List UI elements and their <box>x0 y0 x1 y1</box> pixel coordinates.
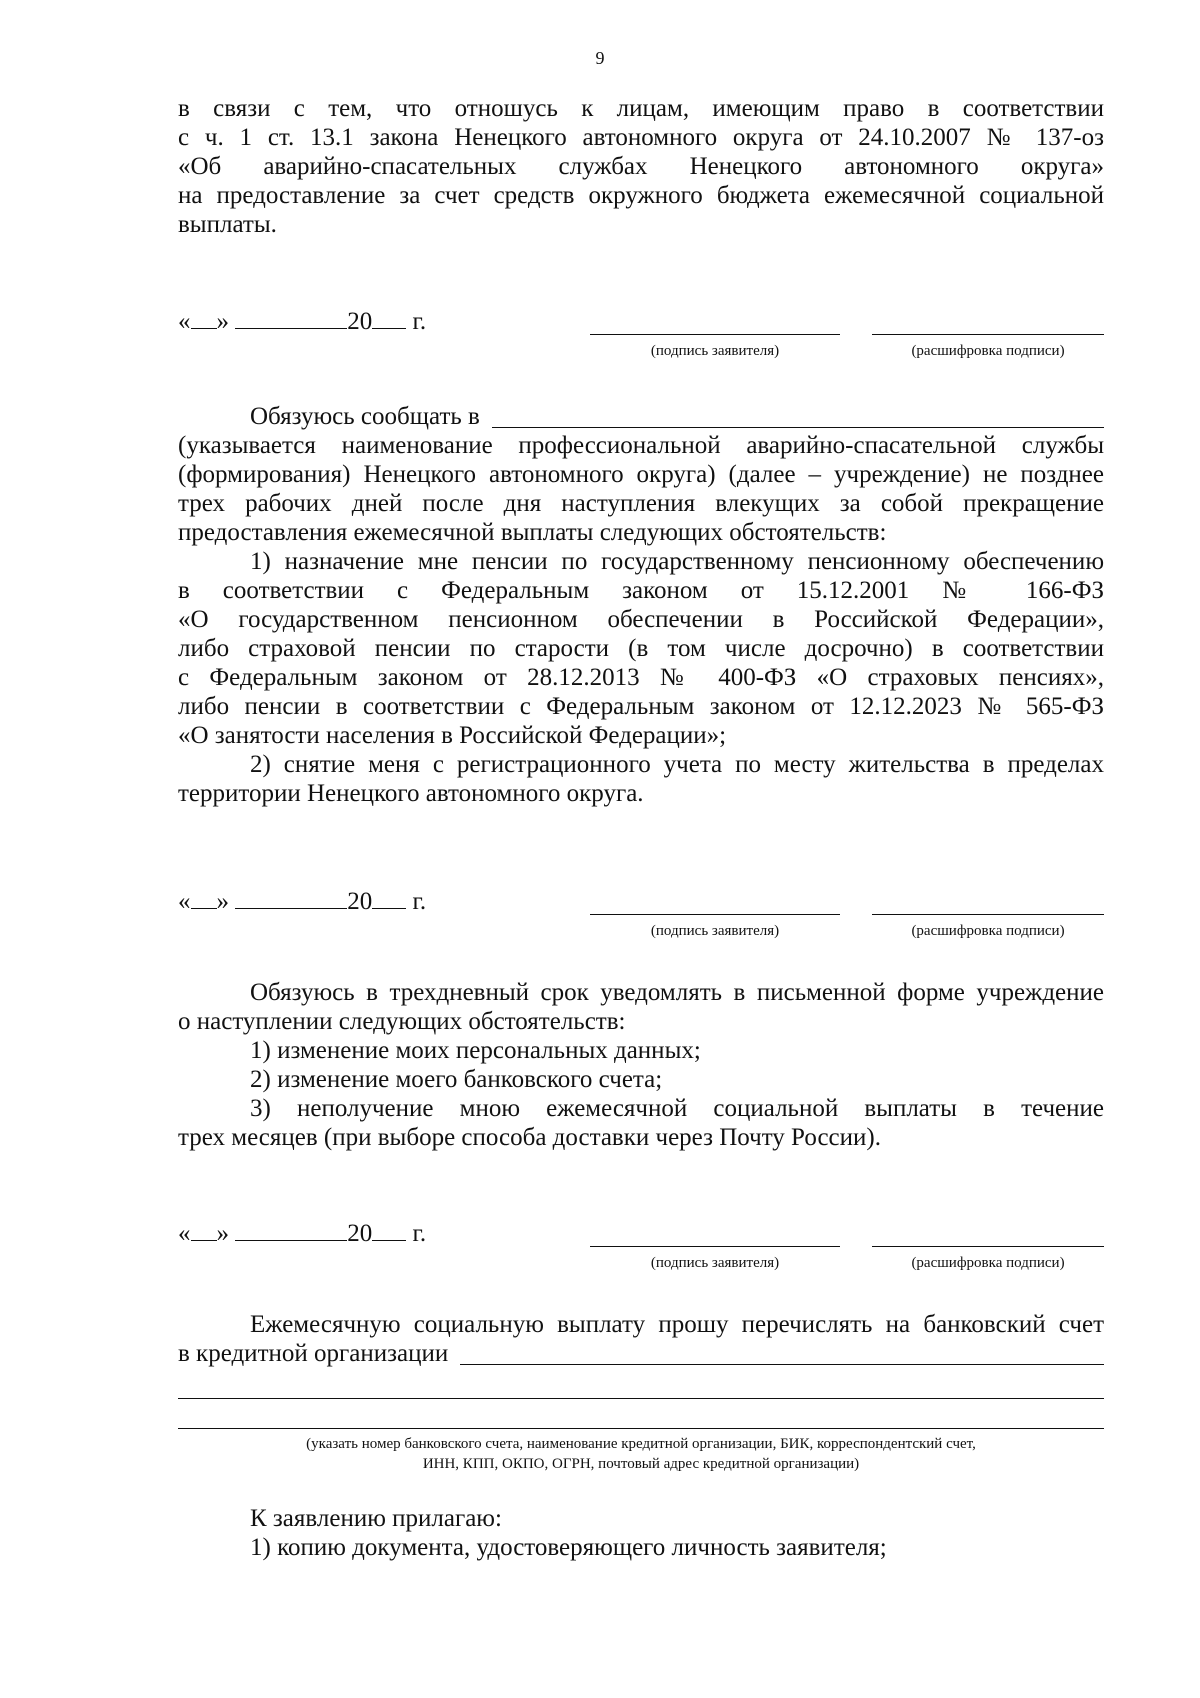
day-blank[interactable] <box>191 886 217 909</box>
bank-name-line: в кредитной организации <box>178 1339 1104 1368</box>
list-item-line: либо пенсии в соответствии с Федеральным законом от 12.12.2023 № 565-ФЗ <box>178 693 1104 720</box>
signature-block-1 <box>178 306 1104 366</box>
list-item: 2) изменение моего банковского счета; <box>250 1066 663 1093</box>
intro-line: на предоставление за счет средств окружного бюджета ежемесячной социальной <box>178 182 1104 209</box>
list-item-line: территории Ненецкого автономного округа. <box>178 780 644 807</box>
signature-line[interactable] <box>590 1246 840 1247</box>
note-line: (указать номер банковского счета, наименование кредитной организации, БИК, корреспондентский счет, <box>306 1436 976 1452</box>
signature-caption: (подпись заявителя) <box>650 1255 780 1271</box>
list-item-line: с Федеральным законом от 28.12.2013 № 400-ФЗ «О страховых пенсиях», <box>178 664 1104 691</box>
signature-decode-line[interactable] <box>872 1246 1104 1247</box>
signature-decode-line[interactable] <box>872 334 1104 335</box>
paragraph-line: трех рабочих дней после дня наступления влекущих за собой прекращение <box>178 490 1104 517</box>
month-blank[interactable] <box>235 886 347 909</box>
bank-blank-line[interactable] <box>178 1428 1104 1429</box>
list-item-line: либо страховой пенсии по старости (в том числе досрочно) в соответствии <box>178 635 1104 662</box>
attachments-title: К заявлению прилагаю: <box>250 1505 502 1532</box>
paragraph-line: Обязуюсь в трехдневный срок уведомлять в письменной форме учреждение <box>250 979 1104 1006</box>
intro-line: в связи с тем, что отношусь к лицам, имеющим право в соответствии <box>178 95 1104 122</box>
attachment-item: 1) копию документа, удостоверяющего личность заявителя; <box>250 1534 887 1561</box>
bank-paragraph <box>178 1310 1104 1368</box>
list-item-line: 1) назначение мне пенсии по государственному пенсионному обеспечению <box>250 548 1104 575</box>
intro-paragraph <box>178 94 1104 239</box>
list-item-line: в соответствии с Федеральным законом от 15.12.2001 № 166-ФЗ <box>178 577 1104 604</box>
list-item-line: 3) неполучение мною ежемесячной социальной выплаты в течение <box>250 1095 1104 1122</box>
obligation-paragraph-1 <box>178 402 1104 808</box>
paragraph-line: о наступлении следующих обстоятельств: <box>178 1008 626 1035</box>
decode-caption: (расшифровка подписи) <box>911 1255 1065 1271</box>
year-blank[interactable] <box>372 1218 406 1241</box>
report-to-line: Обязуюсь сообщать в <box>178 402 1104 431</box>
signature-line[interactable] <box>590 334 840 335</box>
list-item-line: «О государственном пенсионном обеспечении в Российской Федерации», <box>178 606 1104 633</box>
intro-line: «Об аварийно-спасательных службах Ненецкого автономного округа» <box>178 153 1104 180</box>
signature-block-2 <box>178 886 1104 946</box>
year-blank[interactable] <box>372 306 406 329</box>
obligation-paragraph-2 <box>178 978 1104 1152</box>
note-line: ИНН, КПП, ОКПО, ОГРН, почтовый адрес кредитной организации) <box>422 1456 860 1472</box>
intro-line: с ч. 1 ст. 13.1 закона Ненецкого автономного округа от 24.10.2007 № 137-оз <box>178 124 1104 151</box>
month-blank[interactable] <box>235 1218 347 1241</box>
day-blank[interactable] <box>191 306 217 329</box>
intro-line: выплаты. <box>178 211 277 238</box>
page-number: 9 <box>595 48 605 68</box>
date-field[interactable]: « » 20 г. <box>178 1220 427 1247</box>
bank-blank-line[interactable] <box>178 1398 1104 1399</box>
year-blank[interactable] <box>372 886 406 909</box>
bank-note <box>178 1434 1104 1474</box>
date-field[interactable]: « » 20 г. <box>178 308 427 335</box>
list-item-line: «О занятости населения в Российской Федерации»; <box>178 722 727 749</box>
attachments-section <box>178 1504 1104 1562</box>
signature-caption: (подпись заявителя) <box>650 343 780 359</box>
signature-block-3 <box>178 1218 1104 1278</box>
paragraph-line: предоставления ежемесячной выплаты следующих обстоятельств: <box>178 519 887 546</box>
day-blank[interactable] <box>191 1218 217 1241</box>
list-item-line: 2) снятие меня с регистрационного учета по месту жительства в пределах <box>250 751 1104 778</box>
paragraph-line: (указывается наименование профессиональной аварийно-спасательной службы <box>178 432 1104 459</box>
month-blank[interactable] <box>235 306 347 329</box>
decode-caption: (расшифровка подписи) <box>911 343 1065 359</box>
paragraph-line: (формирования) Ненецкого автономного округа) (далее – учреждение) не позднее <box>178 461 1104 488</box>
signature-line[interactable] <box>590 914 840 915</box>
list-item-line: трех месяцев (при выборе способа доставки через Почту России). <box>178 1124 881 1151</box>
signature-decode-line[interactable] <box>872 914 1104 915</box>
list-item: 1) изменение моих персональных данных; <box>250 1037 701 1064</box>
organization-blank[interactable] <box>492 405 1104 428</box>
signature-caption: (подпись заявителя) <box>650 923 780 939</box>
date-field[interactable]: « » 20 г. <box>178 888 427 915</box>
decode-caption: (расшифровка подписи) <box>911 923 1065 939</box>
bank-blank[interactable] <box>460 1342 1104 1365</box>
paragraph-line: Ежемесячную социальную выплату прошу перечислять на банковский счет <box>250 1311 1104 1338</box>
